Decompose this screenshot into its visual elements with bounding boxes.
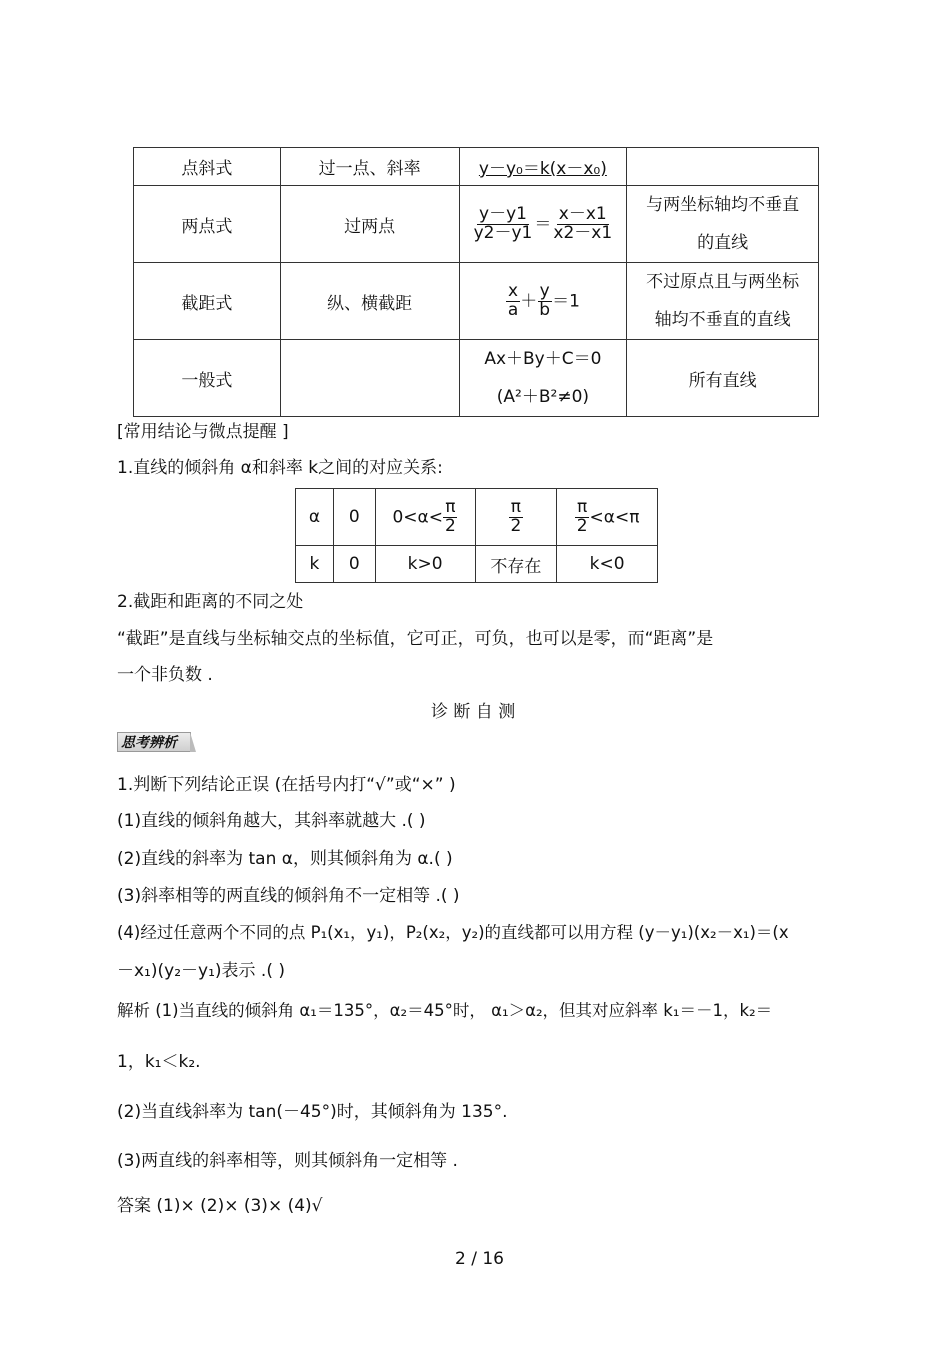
table-cell: 点斜式 [134, 148, 281, 186]
equals: ＝ [534, 214, 552, 234]
fraction [551, 203, 614, 243]
denominator: y2－y1 [473, 222, 533, 243]
table-cell [459, 148, 627, 186]
numerator: x [508, 280, 519, 301]
range-text: <α<π [589, 507, 640, 527]
analysis: (2)当直线斜率为 tan(－45°)时，其倾斜角为 135°. [117, 1102, 508, 1122]
denominator: b [539, 299, 551, 320]
table-cell: 两点式 [134, 186, 281, 263]
table-cell [280, 340, 459, 417]
table-cell: 过两点 [280, 186, 459, 263]
denominator: a [507, 299, 519, 320]
denominator: 2 [444, 515, 456, 536]
fraction [506, 280, 520, 320]
equation: y－y₀＝k(x－x₀) [478, 159, 607, 179]
angle-slope-table [295, 488, 658, 583]
paragraph: “截距”是直线与坐标轴交点的坐标值，它可正，可负，也可以是零，而“距离”是 [117, 629, 714, 649]
equation-line: (A²＋B²≠0) [496, 387, 590, 407]
table-cell: 不存在 [475, 546, 557, 583]
page-number: 2 / 16 [455, 1249, 504, 1269]
range-text: 0<α< [392, 507, 443, 527]
table-cell: 截距式 [134, 263, 281, 340]
fraction [575, 496, 590, 536]
table-row [134, 340, 819, 417]
table-cell: k>0 [375, 546, 475, 583]
question-item: (3)斜率相等的两直线的倾斜角不一定相等 .( ) [117, 886, 460, 906]
scope-line: 与两坐标轴均不垂直 [646, 195, 800, 215]
point-1: 1.直线的倾斜角 α和斜率 k之间的对应关系: [117, 458, 443, 478]
table-row [296, 489, 658, 546]
point-2: 2.截距和距离的不同之处 [117, 592, 304, 612]
equals-one: ＝1 [552, 291, 580, 311]
fraction [443, 496, 458, 536]
table-cell [459, 186, 627, 263]
fraction [537, 280, 552, 320]
fraction [508, 496, 523, 536]
table-cell [459, 340, 627, 417]
table-cell [475, 489, 557, 546]
table-cell: k<0 [557, 546, 658, 583]
denominator: 2 [576, 515, 588, 536]
table-cell [627, 186, 819, 263]
table-cell [375, 489, 475, 546]
table-cell [557, 489, 658, 546]
scope-line: 轴均不垂直的直线 [654, 310, 791, 330]
table-row [296, 546, 658, 583]
table-cell: k [296, 546, 334, 583]
question-item: －x₁)(y₂－y₁)表示 .( ) [117, 961, 285, 981]
table-cell [459, 263, 627, 340]
question: 1.判断下列结论正误 (在括号内打“√”或“×” ) [117, 775, 456, 795]
table-cell: 所有直线 [627, 340, 819, 417]
denominator: 2 [510, 515, 522, 536]
section-tip-heading: [常用结论与微点提醒 ] [117, 422, 289, 442]
line-equation-table [133, 147, 819, 417]
plus: ＋ [520, 291, 538, 311]
numerator: y－y1 [479, 203, 527, 224]
table-cell: 一般式 [134, 340, 281, 417]
table-cell: 纵、横截距 [280, 263, 459, 340]
answer: 答案 (1)× (2)× (3)× (4)√ [117, 1196, 323, 1216]
analysis: (3)两直线的斜率相等，则其倾斜角一定相等 . [117, 1151, 458, 1171]
question-item: (2)直线的斜率为 tan α，则其倾斜角为 α.( ) [117, 849, 453, 869]
question-item: (1)直线的倾斜角越大，其斜率就越大 .( ) [117, 811, 426, 831]
equation-line: Ax＋By＋C＝0 [484, 349, 602, 369]
scope-line: 不过原点且与两坐标 [646, 272, 800, 292]
numerator: x－x1 [558, 203, 607, 224]
section-title: 诊 断 自 测 [431, 702, 516, 722]
table-cell [627, 148, 819, 186]
numerator: π [510, 496, 521, 517]
table-row [134, 186, 819, 263]
numerator: π [445, 496, 456, 517]
table-cell: 0 [333, 546, 375, 583]
table-cell: α [296, 489, 334, 546]
scope-line: 的直线 [697, 233, 749, 253]
table-row [134, 263, 819, 340]
table-cell: 0 [333, 489, 375, 546]
table-cell [627, 263, 819, 340]
analysis: 1，k₁＜k₂. [117, 1052, 201, 1072]
table-cell: 过一点、斜率 [280, 148, 459, 186]
analysis: 解析 (1)当直线的倾斜角 α₁＝135°，α₂＝45°时， α₁＞α₂，但其对应斜率 k₁＝－1，k₂＝ [117, 1001, 773, 1020]
question-item: (4)经过任意两个不同的点 P₁(x₁，y₁)，P₂(x₂，y₂)的直线都可以用方程 (y－y₁)(x₂－x₁)＝(x [117, 923, 789, 942]
table-row [134, 148, 819, 186]
fraction [472, 203, 535, 243]
paragraph: 一个非负数 . [117, 665, 213, 685]
numerator: π [577, 496, 588, 517]
denominator: x2－x1 [553, 222, 613, 243]
numerator: y [539, 280, 550, 301]
thinking-badge: 思考辨析 [117, 732, 191, 752]
